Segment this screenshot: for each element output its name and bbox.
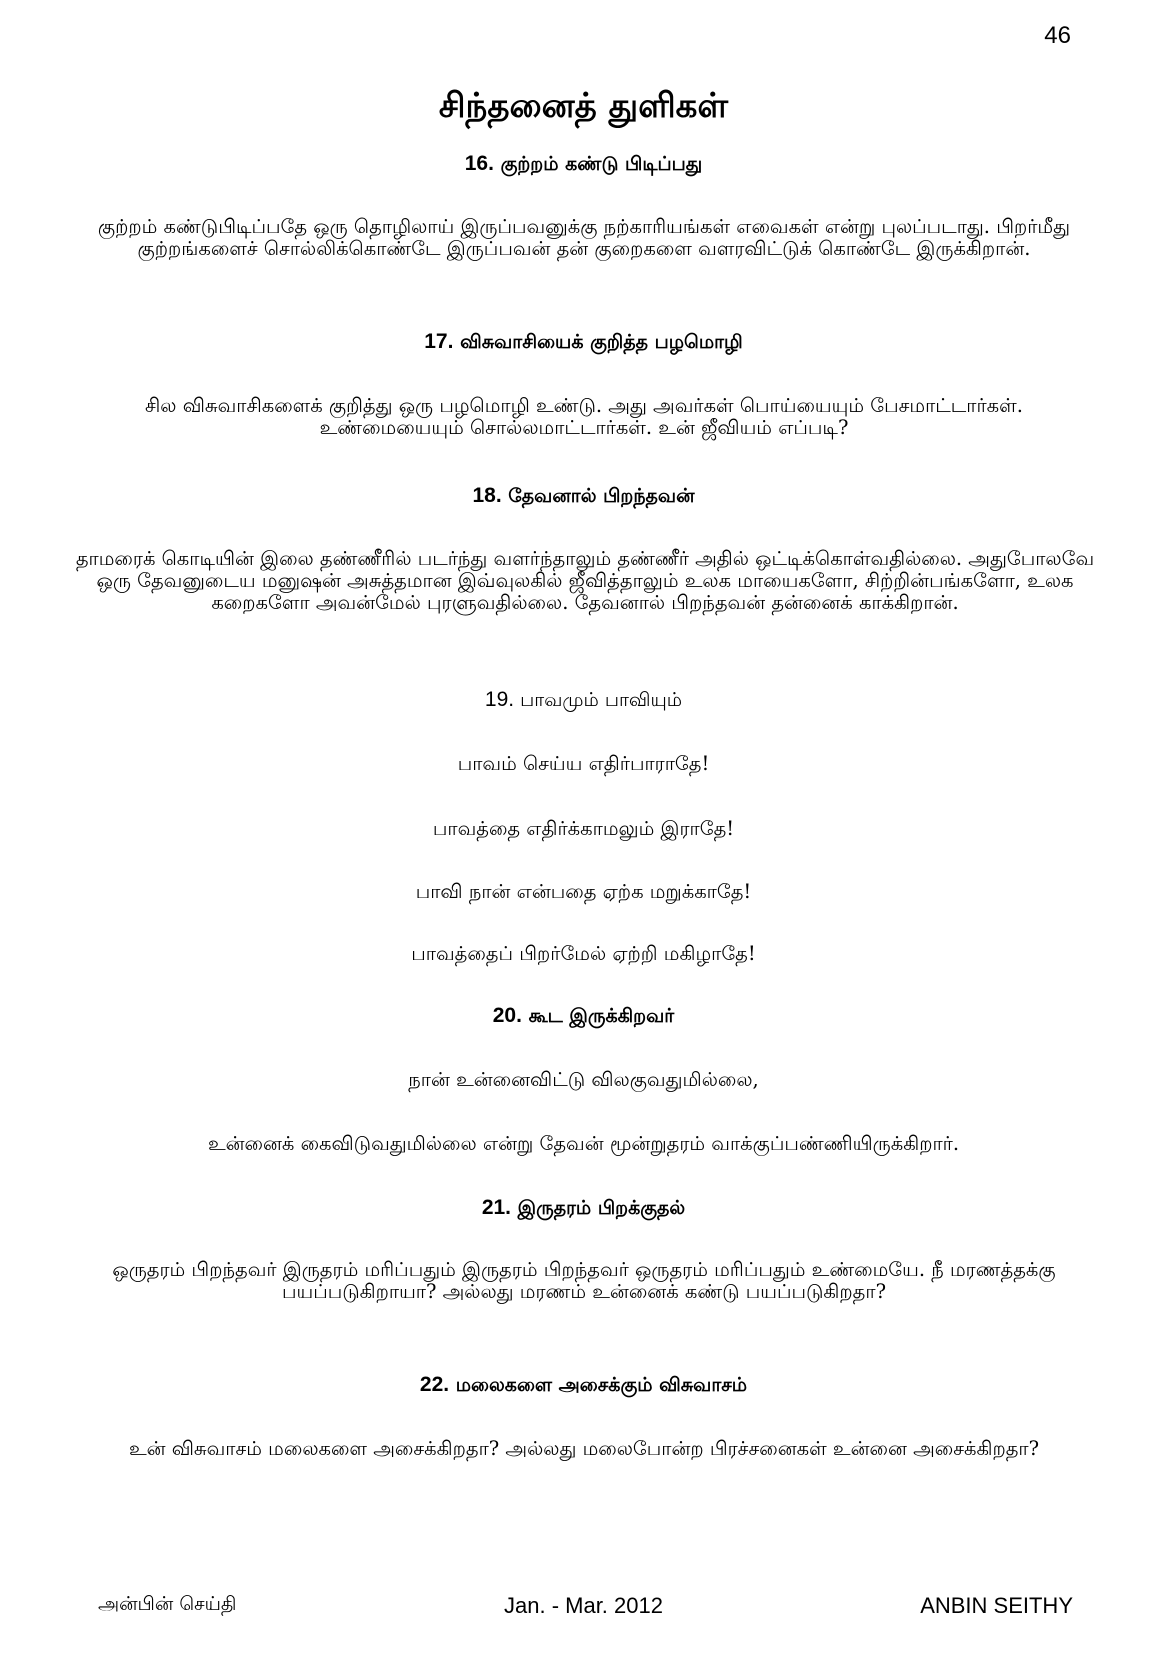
section-19-line-1: பாவம் செய்ய எதிர்பாராதே! (457, 752, 710, 775)
section-18-body: தாமரைக் கொடியின் இலை தண்ணீரில் படர்ந்து வளர்ந்தாலும் தண்ணீர் அதில் ஒட்டிக்கொள்வதில்லை. அதுபோலவே ஒரு தேவனுடைய மனுஷன் அசுத்தமான இவ்வுலகில் ஜீவித்தாலும் உலக மாயைகளோ, சிற்றின்பங்களோ, உலக கறைகளோ அவன்மேல் புரளுவதில்லை. தேவனால் பிறந்தவன் தன்னைக் காக்கிறான். (75, 547, 1095, 614)
section-19-line-4: பாவத்தைப் பிறர்மேல் ஏற்றி மகிழாதே! (411, 942, 756, 965)
section-title: இருதரம் பிறக்குதல் (517, 1197, 686, 1219)
footer-issue-date: Jan. - Mar. 2012 (504, 1593, 663, 1618)
section-number: 20. (492, 1004, 522, 1027)
section-17-body: சில விசுவாசிகளைக் குறித்து ஒரு பழமொழி உண்டு. அது அவர்கள் பொய்யையும் பேசமாட்டார்கள். உண்மையையும் சொல்லமாட்டார்கள். உன் ஜீவியம் எப்படி? (145, 394, 1023, 439)
section-21-heading (0, 1196, 1167, 1222)
section-title: பாவமும் பாவியும் (520, 689, 683, 711)
section-20-heading (0, 1004, 1167, 1030)
section-22-body: உன் விசுவாசம் மலைகளை அசைக்கிறதா? அல்லது மலைபோன்ற பிரச்சனைகள் உன்னை அசைக்கிறதா? (128, 1437, 1040, 1460)
page-number: 46 (1044, 22, 1071, 49)
section-title: மலைகளை அசைக்கும் விசுவாசம் (455, 1374, 748, 1396)
section-title: தேவனால் பிறந்தவன் (508, 485, 695, 507)
section-21-body: ஒருதரம் பிறந்தவர் இருதரம் மரிப்பதும் இருதரம் பிறந்தவர் ஒருதரம் மரிப்பதும் உண்மையே. நீ மரணத்தக்கு பயப்படுகிறாயா? அல்லது மரணம் உன்னைக் கண்டு பயப்படுகிறதா? (112, 1258, 1056, 1303)
footer-magazine-name: ANBIN SEITHY (920, 1593, 1073, 1618)
section-17-heading (0, 330, 1167, 356)
section-title: குற்றம் கண்டு பிடிப்பது (500, 153, 703, 175)
section-number: 18. (472, 484, 502, 507)
section-19-line-2: பாவத்தை எதிர்க்காமலும் இராதே! (432, 817, 735, 840)
section-22-heading (0, 1373, 1167, 1399)
section-number: 21. (481, 1196, 512, 1219)
section-19-line-3: பாவி நான் என்பதை ஏற்க மறுக்காதே! (415, 880, 752, 903)
footer-magazine-name-tamil: அன்பின் செய்தி (98, 1593, 237, 1615)
section-16-body: குற்றம் கண்டுபிடிப்பதே ஒரு தொழிலாய் இருப்பவனுக்கு நற்காரியங்கள் எவைகள் என்று புலப்படாது. பிறர்மீது குற்றங்களைச் சொல்லிக்கொண்டே இருப்பவன் தன் குறைகளை வளரவிட்டுக் கொண்டே இருக்கிறான். (97, 215, 1071, 260)
section-number: 16. (464, 152, 494, 175)
page-title: சிந்தனைத் துளிகள் (438, 86, 729, 126)
section-20-line-2: உன்னைக் கைவிடுவதுமில்லை என்று தேவன் மூன்றுதரம் வாக்குப்பண்ணியிருக்கிறார். (207, 1132, 960, 1155)
section-16-heading (0, 152, 1167, 178)
section-number: 17. (424, 330, 454, 353)
section-title: கூட இருக்கிறவர் (528, 1005, 675, 1027)
section-title: விசுவாசியைக் குறித்த பழமொழி (460, 331, 743, 353)
section-19-heading (0, 688, 1167, 714)
section-number: 19. (484, 688, 515, 711)
section-number: 22. (419, 1373, 450, 1396)
section-20-line-1: நான் உன்னைவிட்டு விலகுவதுமில்லை, (408, 1068, 759, 1091)
section-18-heading (0, 484, 1167, 510)
